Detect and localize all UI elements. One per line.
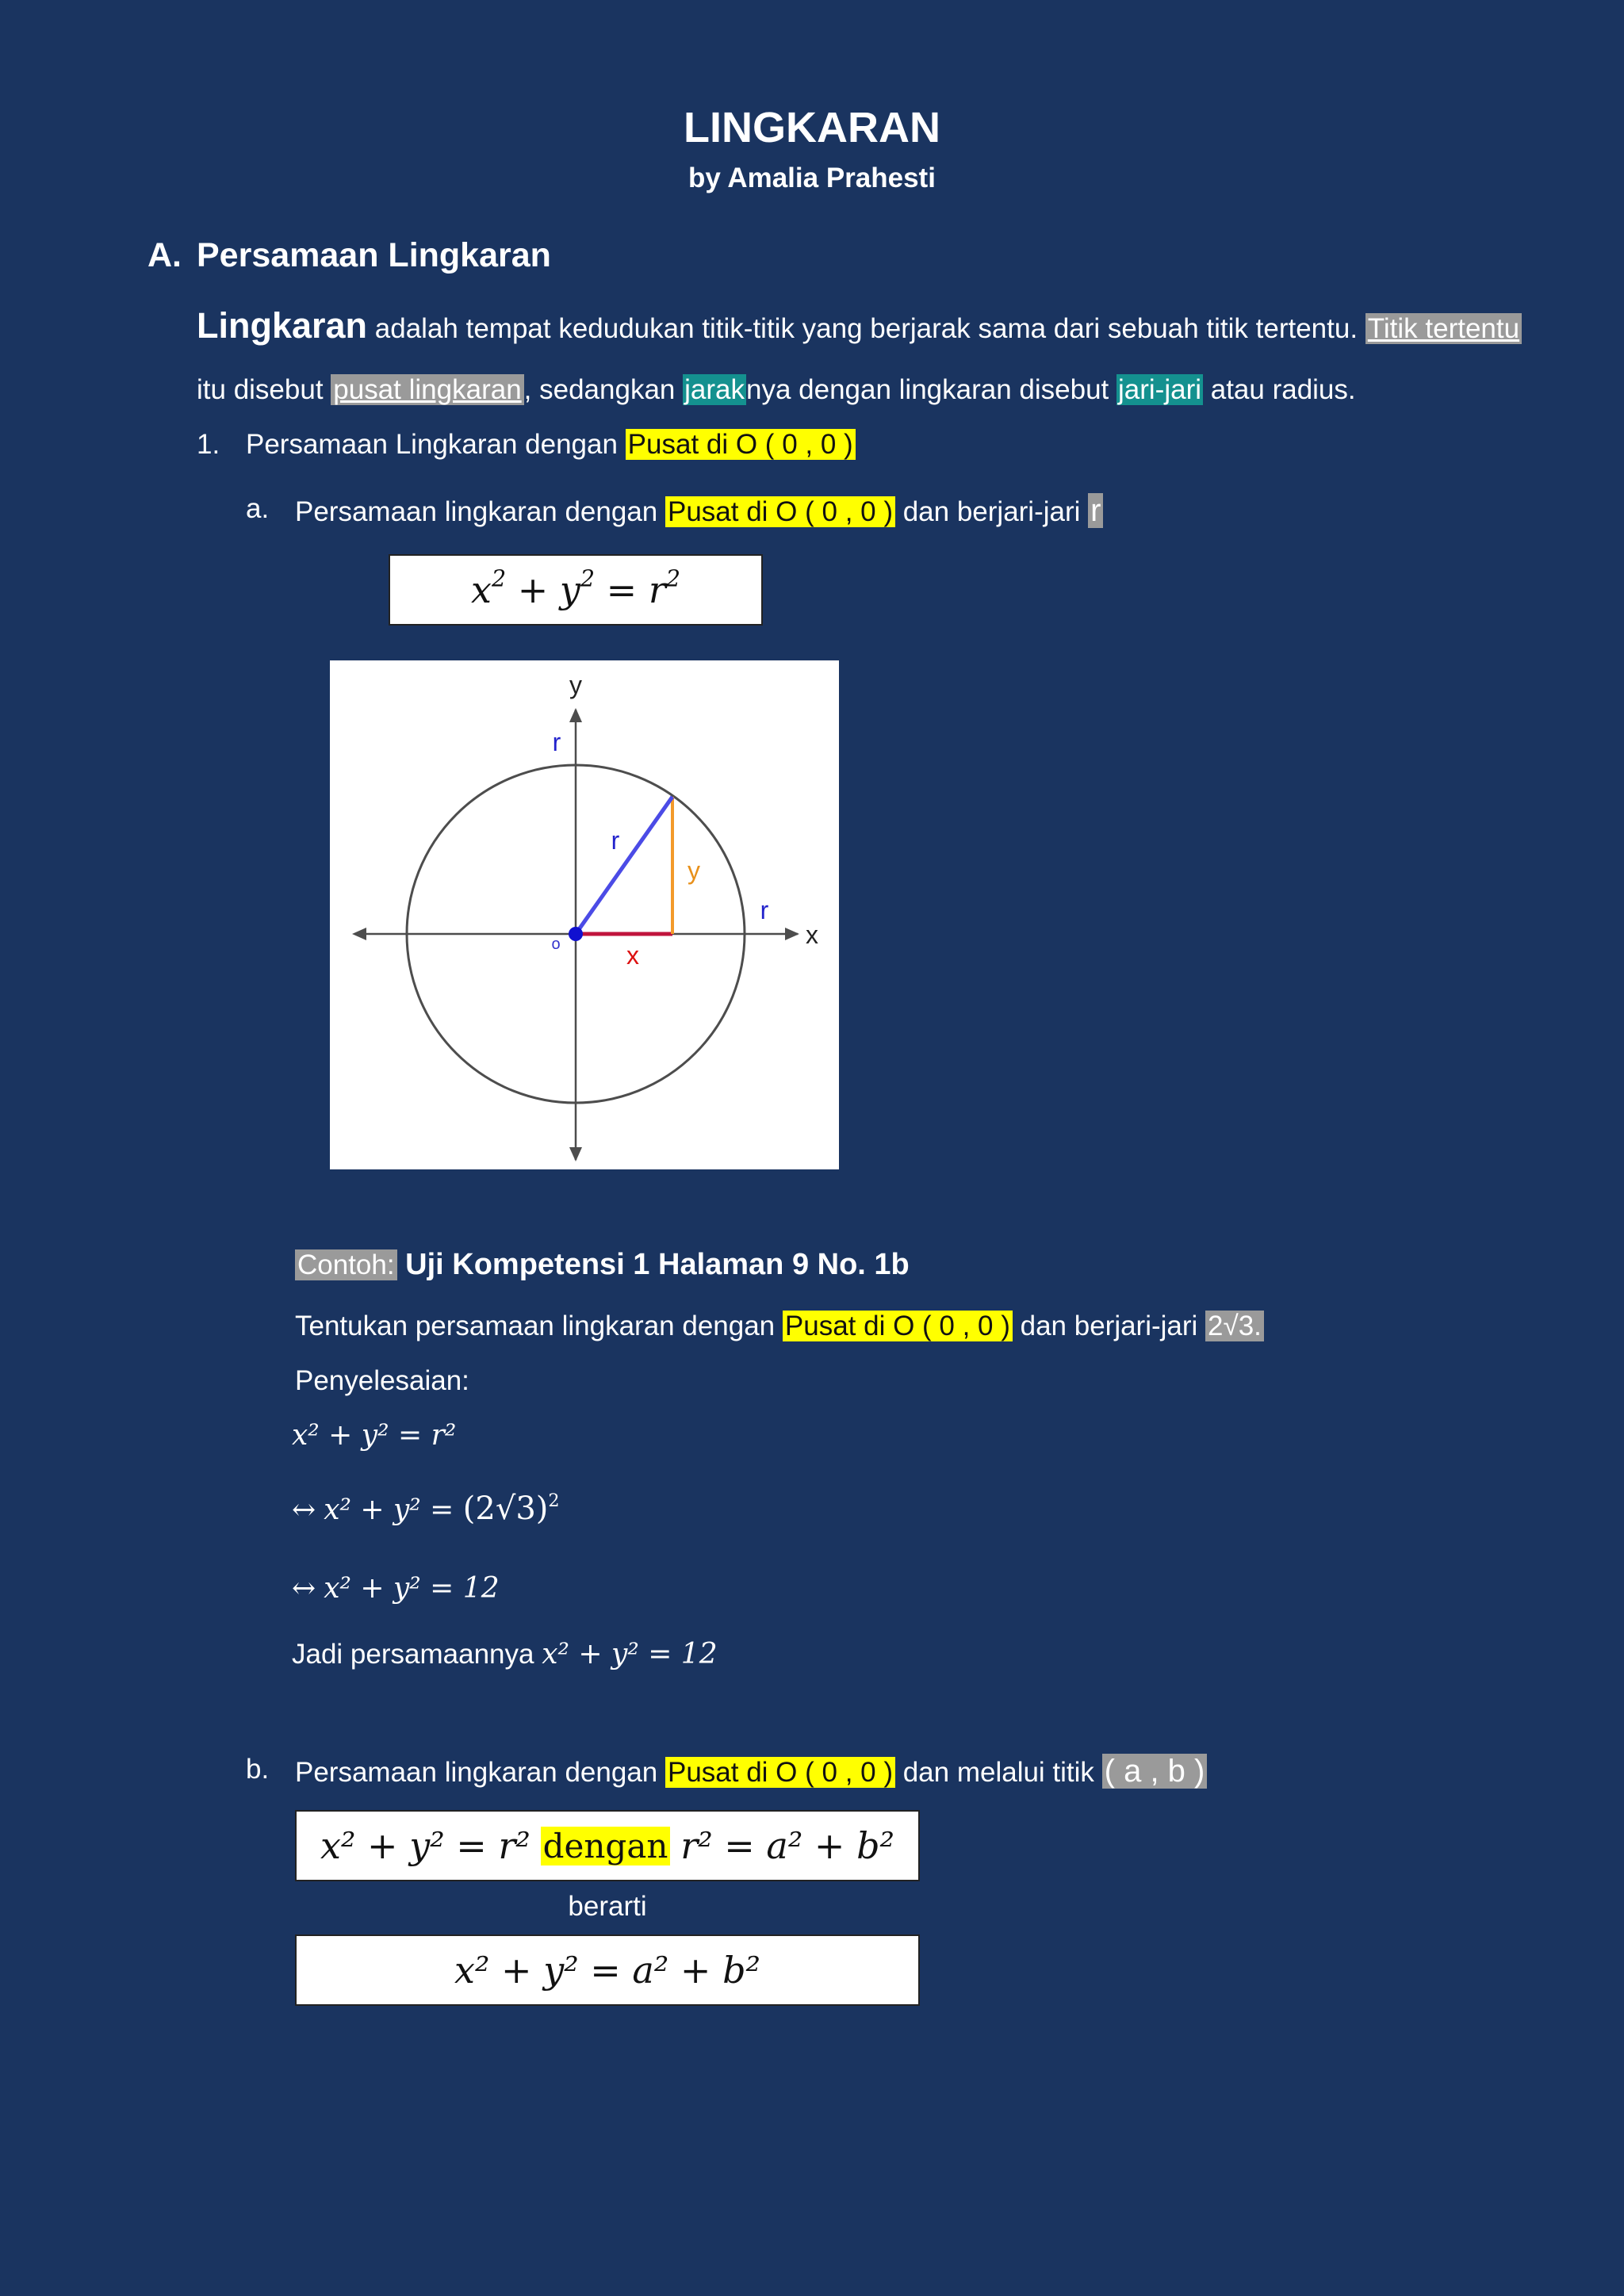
- intro-line-1: [197, 305, 1522, 346]
- solution-step-3: [292, 1571, 500, 1605]
- conclusion-equation: x² + y² = 12: [542, 1638, 718, 1670]
- highlight-jarak: jarak: [684, 374, 745, 405]
- item-1-text: [246, 430, 856, 458]
- section-marker: A.: [147, 236, 182, 274]
- item-1-number: 1.: [197, 429, 220, 460]
- formula-b1-word: dengan: [541, 1827, 671, 1866]
- item-a-text: [295, 495, 1103, 526]
- r-right-label: r: [760, 896, 769, 924]
- radius-line: [576, 797, 672, 934]
- intro-text: nya dengan lingkaran disebut: [745, 374, 1116, 405]
- example-label: Contoh:: [295, 1249, 397, 1280]
- r-radius-label: r: [611, 826, 620, 855]
- highlight-pusat: Pusat di O ( 0 , 0 ): [626, 429, 856, 460]
- highlight-titik-tertentu: Titik tertentu: [1365, 313, 1522, 344]
- formula-b1-lhs: x² + y² = r²: [320, 1824, 530, 1867]
- origin-label: o: [551, 936, 561, 953]
- highlight-pusat-lingkaran: pusat lingkaran: [331, 374, 523, 405]
- formula-box-b1: [295, 1810, 920, 1881]
- example-title: Uji Kompetensi 1 Halaman 9 No. 1b: [396, 1248, 910, 1281]
- x-axis-label: x: [806, 920, 818, 949]
- intro-text: , sedangkan: [523, 374, 684, 405]
- highlight-jari-jari: jari-jari: [1118, 374, 1201, 405]
- between-label: berarti: [568, 1891, 647, 1922]
- conclusion: [292, 1640, 718, 1669]
- formula-box-a: $x^2 + y^2 = r^2$: [389, 554, 763, 626]
- highlight-pusat: Pusat di O ( 0 , 0 ): [665, 496, 895, 527]
- item-b-label: Persamaan lingkaran dengan: [295, 1757, 665, 1788]
- solution-step-2: [292, 1490, 560, 1527]
- item-a-label-2: dan berjari-jari: [894, 496, 1089, 527]
- document-title: LINGKARAN: [684, 104, 940, 151]
- y-axis-label: y: [569, 671, 582, 699]
- highlight-r: r: [1088, 493, 1103, 528]
- item-a-letter: a.: [246, 493, 270, 524]
- intro-text: atau radius.: [1203, 374, 1356, 405]
- r-top-label: r: [552, 728, 561, 756]
- formula-b2: x² + y² = a² + b²: [454, 1949, 760, 1992]
- equivalence-arrow: ↔: [292, 1494, 316, 1526]
- circle-diagram: [330, 660, 839, 1169]
- highlight-radius-value: 2√3.: [1205, 1311, 1264, 1341]
- solution-label: Penyelesaian:: [295, 1365, 469, 1396]
- y-leg-label: y: [688, 856, 700, 885]
- x-leg-label: x: [626, 941, 639, 970]
- formula-box-b2: [295, 1934, 920, 2006]
- step-3-equation: x² + y² = 12: [324, 1572, 500, 1605]
- highlight-pusat: Pusat di O ( 0 , 0 ): [665, 1757, 895, 1788]
- step-2-exponent: 2: [548, 1490, 560, 1511]
- question-text-2: dan berjari-jari: [1012, 1311, 1206, 1341]
- intro-text: adalah tempat kedudukan titik-titik yang berjarak sama dari sebuah titik tertentu.: [367, 313, 1365, 344]
- step-2-lhs: x² + y² =: [324, 1494, 463, 1526]
- question-text: Tentukan persamaan lingkaran dengan: [295, 1311, 783, 1341]
- origin-point: [569, 927, 583, 941]
- item-b-text: [295, 1755, 1207, 1787]
- formula-b1-rhs: r² = a² + b²: [680, 1824, 894, 1867]
- item-b-label-2: dan melalui titik: [894, 1757, 1102, 1788]
- item-b-letter: b.: [246, 1754, 270, 1785]
- highlight-pusat: Pusat di O ( 0 , 0 ): [783, 1311, 1013, 1341]
- document-author: by Amalia Prahesti: [688, 163, 936, 193]
- circle-diagram-svg: [330, 660, 839, 1169]
- section-heading: Persamaan Lingkaran: [197, 236, 551, 274]
- example-heading: [295, 1249, 910, 1280]
- step-2-rhs: (2√3): [462, 1490, 549, 1527]
- conclusion-text: Jadi persamaannya: [292, 1639, 542, 1670]
- item-1-label: Persamaan Lingkaran dengan: [246, 429, 626, 460]
- intro-line-2: [197, 376, 1356, 404]
- example-question: [295, 1312, 1264, 1340]
- item-a-label: Persamaan lingkaran dengan: [295, 496, 665, 527]
- highlight-point: ( a , b ): [1102, 1754, 1208, 1789]
- intro-text: itu disebut: [197, 374, 331, 405]
- solution-step-1: x² + y² = r²: [292, 1419, 457, 1452]
- intro-term: Lingkaran: [197, 305, 368, 346]
- equivalence-arrow: ↔: [292, 1572, 316, 1605]
